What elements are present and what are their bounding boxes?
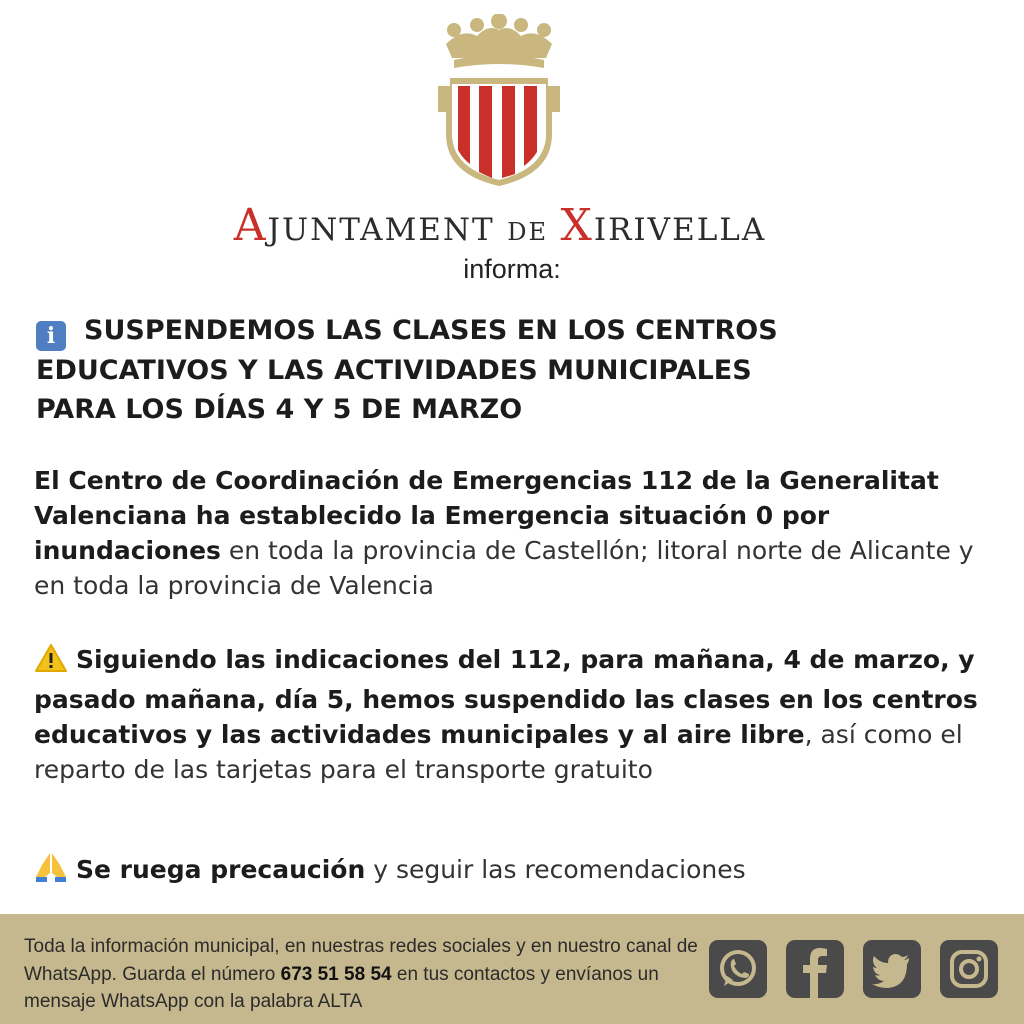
paragraph-suspension — [34, 642, 994, 787]
org-initial-x: X — [560, 200, 594, 251]
org-word-de: DE — [507, 218, 549, 246]
paragraph-emergency — [34, 463, 994, 603]
footer-text: Toda la información municipal, en nuestras redes sociales y en nuestro canal de WhatsApp. Guarda el número 673 51 58 54 en tus contactos y envíanos un mensaje WhatsApp con la palabra ALTA — [24, 936, 698, 1012]
paragraph-precaution-text: y seguir las recomendaciones — [365, 855, 746, 884]
org-word-ajuntament: JUNTAMENT — [267, 212, 495, 248]
paragraph-suspension-text: , así como el reparto de las tarjetas para el transporte gratuito — [34, 720, 963, 784]
instagram-icon[interactable] — [940, 940, 998, 998]
headline — [36, 311, 996, 429]
warning-icon — [34, 643, 68, 682]
folded-hands-icon — [34, 851, 68, 892]
paragraph-suspension-bold: Siguiendo las indicaciones del 112, para mañana, 4 de marzo, y pasado mañana, día 5, hemos suspendido las clases en los centros educativos y las actividades municipales y al aire libre — [34, 645, 978, 749]
whatsapp-phone-number: 673 51 58 54 — [280, 963, 392, 985]
footer-banner — [0, 914, 1024, 1024]
info-icon: i — [36, 321, 66, 351]
paragraph-precaution-bold: Se ruega precaución — [76, 855, 366, 884]
headline-line-2: EDUCATIVOS Y LAS ACTIVIDADES MUNICIPALES — [36, 355, 752, 386]
crest-logo — [432, 14, 566, 190]
facebook-icon[interactable] — [786, 940, 844, 998]
org-word-xirivella: IRIVELLA — [593, 212, 767, 248]
paragraph-emergency-text: en toda la provincia de Castellón; litoral norte de Alicante y en toda la provincia de Valencia — [34, 536, 974, 600]
paragraph-precaution — [34, 851, 994, 892]
org-initial-a: A — [233, 200, 268, 251]
whatsapp-icon[interactable] — [709, 940, 767, 998]
organization-name — [0, 200, 1000, 251]
subtitle-informa: informa: — [463, 254, 561, 284]
headline-line-3: PARA LOS DÍAS 4 Y 5 DE MARZO — [36, 394, 523, 425]
twitter-icon[interactable] — [863, 940, 921, 998]
headline-line-1: i SUSPENDEMOS LAS CLASES EN LOS CENTROS — [36, 311, 996, 351]
paragraph-emergency-bold: El Centro de Coordinación de Emergencias 112 de la Generalitat Valenciana ha establecido la Emergencia situación 0 por inundaciones — [34, 466, 939, 565]
